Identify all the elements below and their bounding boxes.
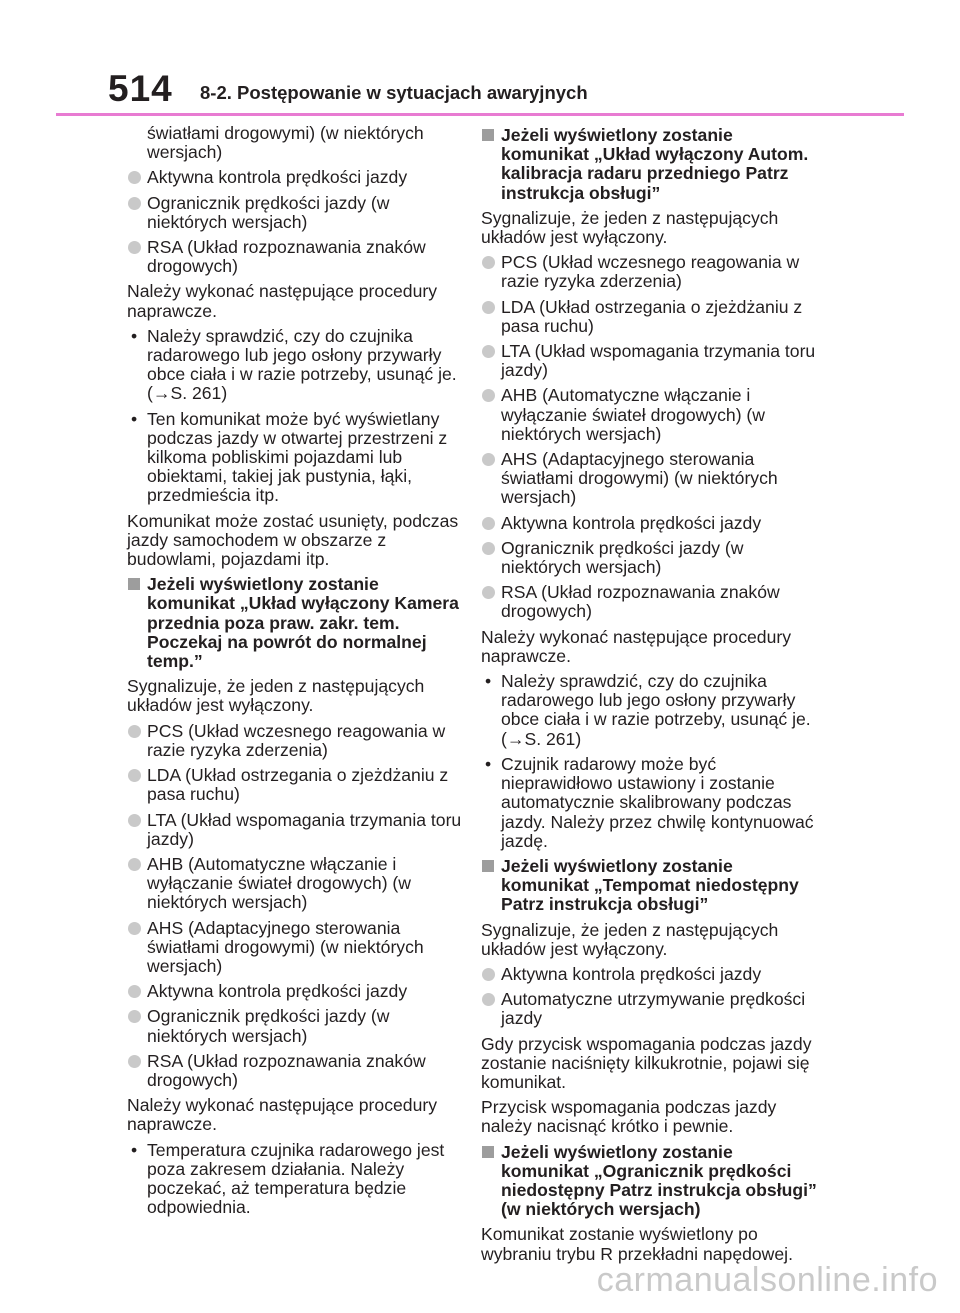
bullet-item xyxy=(481,253,817,291)
bullet-item xyxy=(127,919,463,977)
square-marker-icon xyxy=(482,129,494,141)
bullet-item xyxy=(481,514,817,533)
subheading xyxy=(481,1143,817,1220)
bullet-text: RSA (Układ rozpoznawania znaków drogowych) xyxy=(147,237,426,277)
dash-item-text: Należy sprawdzić, czy do czujnika radarowego lub jego osłony przywarły obce ciała i w razie potrzeby, usunąć je. (→S. 261) xyxy=(147,325,457,404)
right-column xyxy=(481,126,817,1270)
dash-item-text: Ten komunikat może być wyświetlany podczas jazdy w otwartej przestrzeni z kilkoma pobliskimi pojazdami lub obiektami, takiej jak pustynia, łąki, przedmieścia itp. xyxy=(147,408,448,506)
bullet-dot-icon xyxy=(482,517,495,530)
bullet-dot-icon xyxy=(482,389,495,402)
paragraph xyxy=(481,209,817,247)
paragraph-text: Sygnalizuje, że jeden z następujących układów jest wyłączony. xyxy=(481,919,779,959)
header-rule xyxy=(56,113,904,116)
bullet-text: Aktywna kontrola prędkości jazdy xyxy=(501,512,762,533)
subheading-text: Jeżeli wyświetlony zostanie komunikat „Ogranicznik prędkości niedostępny Patrz instrukcja obsługi” (w niektórych wersjach) xyxy=(501,1141,817,1220)
bullet-item xyxy=(481,539,817,577)
bullet-item xyxy=(127,722,463,760)
bullet-text: AHB (Automatyczne włączanie i wyłączanie świateł drogowych) (w niektórych wersjach) xyxy=(501,385,766,444)
bullet-dot-icon xyxy=(128,171,141,184)
bullet-dot-icon xyxy=(128,858,141,871)
dash-list-item xyxy=(127,327,463,404)
bullet-dot-icon xyxy=(128,769,141,782)
bullet-dot-icon xyxy=(482,968,495,981)
subheading-text: Jeżeli wyświetlony zostanie komunikat „Układ wyłączony Autom. kalibracja radaru przedniego Patrz instrukcja obsługi” xyxy=(501,125,809,203)
bullet-item xyxy=(127,1007,463,1045)
bullet-dot-icon xyxy=(482,993,495,1006)
section-title: 8-2. Postępowanie w sytuacjach awaryjnych xyxy=(200,82,588,103)
paragraph-text: Sygnalizuje, że jeden z następujących układów jest wyłączony. xyxy=(127,676,425,716)
bullet-item xyxy=(127,811,463,849)
dash-item-text: Należy sprawdzić, czy do czujnika radarowego lub jego osłony przywarły obce ciała i w razie potrzeby, usunąć je. (→S. 261) xyxy=(501,671,811,749)
bullet-text: PCS (Układ wczesnego reagowania w razie ryzyka zderzenia) xyxy=(147,720,446,760)
list-marker-icon: • xyxy=(131,325,138,346)
dash-list-item xyxy=(127,1141,463,1218)
continued-text xyxy=(127,124,463,162)
paragraph-text: Gdy przycisk wspomagania podczas jazdy zostanie naciśnięty kilkukrotnie, pojawi się komunikat. xyxy=(481,1033,812,1092)
dash-list-item xyxy=(127,410,463,506)
bullet-text: Ogranicznik prędkości jazdy (w niektórych wersjach) xyxy=(501,537,744,578)
bullet-item xyxy=(127,982,463,1001)
bullet-text: AHB (Automatyczne włączanie i wyłączanie świateł drogowych) (w niektórych wersjach) xyxy=(147,853,412,913)
bullet-dot-icon xyxy=(482,301,495,314)
subheading xyxy=(481,857,817,915)
dash-item-text: Czujnik radarowy może być nieprawidłowo ustawiony i zostanie automatycznie skalibrowany podczas jazdy. Należy przez chwilę kontynuować jazdę. xyxy=(501,753,814,851)
bullet-item xyxy=(481,450,817,508)
bullet-item xyxy=(481,583,817,621)
watermark: carmanualsonline.info xyxy=(596,1261,938,1299)
square-marker-icon xyxy=(482,1146,494,1158)
bullet-dot-icon xyxy=(482,345,495,358)
list-marker-icon: • xyxy=(485,671,492,692)
bullet-dot-icon xyxy=(128,985,141,998)
bullet-text: AHS (Adaptacyjnego sterowania światłami drogowymi) (w niektórych wersjach) xyxy=(147,917,424,976)
paragraph xyxy=(481,1098,817,1136)
paragraph xyxy=(481,628,817,666)
bullet-text: Aktywna kontrola prędkości jazdy xyxy=(501,963,762,984)
bullet-text: Aktywna kontrola prędkości jazdy xyxy=(147,981,408,1002)
bullet-text: AHS (Adaptacyjnego sterowania światłami drogowymi) (w niektórych wersjach) xyxy=(501,449,778,508)
bullet-dot-icon xyxy=(128,725,141,738)
subheading xyxy=(127,575,463,671)
bullet-dot-icon xyxy=(128,814,141,827)
bullet-item xyxy=(127,168,463,187)
paragraph xyxy=(127,1096,463,1134)
square-marker-icon xyxy=(482,860,494,872)
list-marker-icon: • xyxy=(131,1139,138,1160)
paragraph-text: Przycisk wspomagania podczas jazdy należy nacisnąć krótko i pewnie. xyxy=(481,1097,777,1137)
bullet-item xyxy=(481,965,817,984)
bullet-dot-icon xyxy=(128,1010,141,1023)
bullet-item xyxy=(481,298,817,336)
paragraph-text: Sygnalizuje, że jeden z następujących układów jest wyłączony. xyxy=(481,207,779,248)
bullet-text: PCS (Układ wczesnego reagowania w razie ryzyka zderzenia) xyxy=(501,252,800,292)
continued-text-body: światłami drogowymi) (w niektórych wersjach) xyxy=(147,123,424,163)
bullet-text: LTA (Układ wspomagania trzymania toru jazdy) xyxy=(147,809,462,849)
bullet-item xyxy=(127,194,463,232)
square-marker-icon xyxy=(128,578,140,590)
bullet-dot-icon xyxy=(482,453,495,466)
paragraph xyxy=(127,677,463,715)
bullet-item xyxy=(127,766,463,804)
paragraph-text: Należy wykonać następujące procedury naprawcze. xyxy=(127,281,438,321)
dash-list-item xyxy=(481,672,817,749)
page-number: 514 xyxy=(108,68,173,109)
subheading-text: Jeżeli wyświetlony zostanie komunikat „Układ wyłączony Kamera przednia poza praw. zakr. tem. Poczekaj na powrót do normalnej temp.” xyxy=(147,574,459,672)
bullet-dot-icon xyxy=(128,241,141,254)
paragraph xyxy=(481,1225,817,1263)
bullet-text: LDA (Układ ostrzegania o zjeżdżaniu z pasa ruchu) xyxy=(147,765,449,805)
bullet-dot-icon xyxy=(482,542,495,555)
paragraph-text: Komunikat zostanie wyświetlony po wybraniu trybu R przekładni napędowej. xyxy=(481,1224,793,1264)
paragraph xyxy=(127,282,463,320)
bullet-text: LDA (Układ ostrzegania o zjeżdżaniu z pasa ruchu) xyxy=(501,296,803,336)
bullet-dot-icon xyxy=(128,197,141,210)
bullet-text: RSA (Układ rozpoznawania znaków drogowych) xyxy=(147,1050,426,1090)
paragraph xyxy=(481,921,817,959)
paragraph-text: Należy wykonać następujące procedury naprawcze. xyxy=(127,1095,438,1135)
page-header xyxy=(0,0,960,118)
list-marker-icon: • xyxy=(131,408,138,429)
bullet-item xyxy=(481,990,817,1028)
bullet-item xyxy=(481,342,817,380)
paragraph xyxy=(127,512,463,570)
paragraph xyxy=(481,1035,817,1093)
bullet-text: LTA (Układ wspomagania trzymania toru jazdy) xyxy=(501,341,816,381)
subheading xyxy=(481,126,817,203)
list-marker-icon: • xyxy=(485,753,492,774)
bullet-item xyxy=(481,386,817,444)
bullet-item xyxy=(127,855,463,913)
bullet-text: RSA (Układ rozpoznawania znaków drogowych) xyxy=(501,582,780,622)
paragraph-text: Komunikat może zostać usunięty, podczas jazdy samochodem w obszarze z budowlami, pojazdami itp. xyxy=(127,510,459,570)
dash-list-item xyxy=(481,755,817,851)
bullet-dot-icon xyxy=(482,586,495,599)
dash-item-text: Temperatura czujnika radarowego jest poza zakresem działania. Należy poczekać, aż temperatura będzie odpowiednia. xyxy=(147,1139,445,1218)
bullet-text: Ogranicznik prędkości jazdy (w niektórych wersjach) xyxy=(147,1006,390,1046)
bullet-text: Automatyczne utrzymywanie prędkości jazdy xyxy=(501,989,806,1029)
bullet-dot-icon xyxy=(128,922,141,935)
paragraph-text: Należy wykonać następujące procedury naprawcze. xyxy=(481,626,792,666)
left-column xyxy=(127,124,463,1223)
subheading-text: Jeżeli wyświetlony zostanie komunikat „Tempomat niedostępny Patrz instrukcja obsługi” xyxy=(501,855,799,915)
bullet-dot-icon xyxy=(482,256,495,269)
bullet-dot-icon xyxy=(128,1055,141,1068)
bullet-item xyxy=(127,238,463,276)
bullet-item xyxy=(127,1052,463,1090)
bullet-text: Aktywna kontrola prędkości jazdy xyxy=(147,167,408,188)
bullet-text: Ogranicznik prędkości jazdy (w niektórych wersjach) xyxy=(147,192,390,232)
